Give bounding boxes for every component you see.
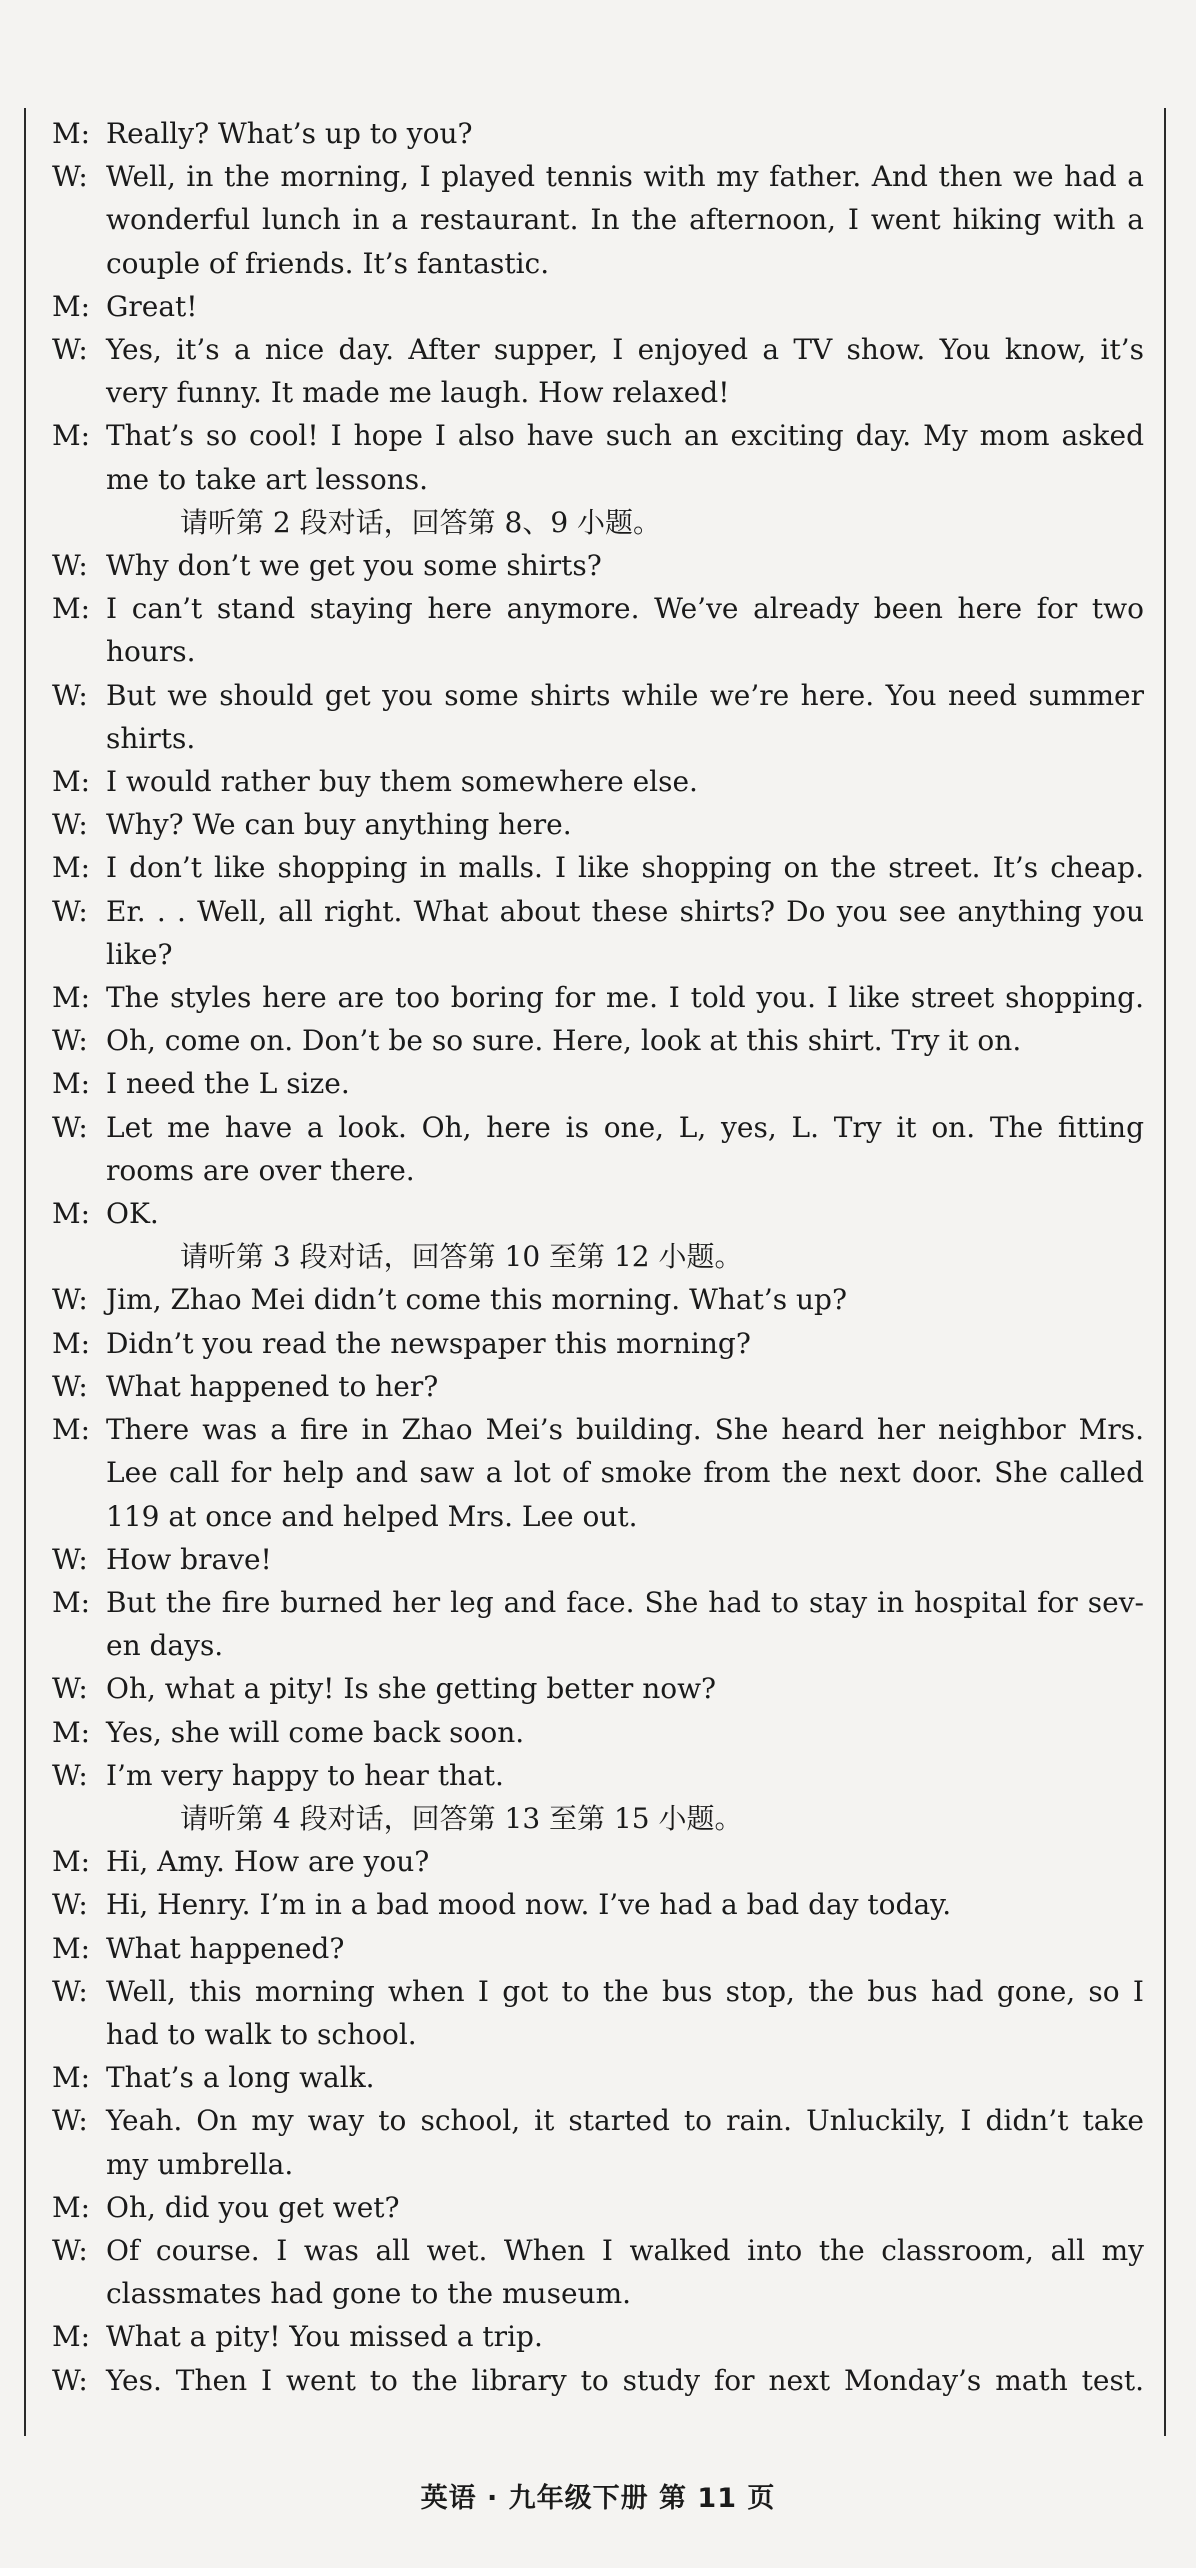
speaker-label: W: [52,2104,88,2138]
speaker-label: M: [52,851,91,885]
dialogue-text: Yes, it’s a nice day. After supper, I enjoyed a TV show. You know, it’s [106,333,1144,367]
dialogue-line [52,2272,1144,2315]
dialogue-text: The styles here are too boring for me. I told you. I like street shopping. [106,981,1144,1015]
dialogue-line [52,371,1144,414]
dialogue-line [52,1278,1144,1321]
dialogue-text: Great! [106,289,198,323]
dialogue-text: en days. [106,1629,224,1663]
speaker-label: W: [52,2363,88,2397]
dialogue-text: That’s a long walk. [106,2061,375,2095]
dialogue-line [52,285,1144,328]
speaker-label: W: [52,678,88,712]
dialogue-text: What happened? [106,1931,345,1965]
dialogue-text: Yeah. On my way to school, it started to rain. Unluckily, I didn’t take [106,2104,1144,2138]
dialogue-line [52,1624,1144,1667]
dialogue-text: How brave! [106,1542,272,1576]
section-text: 请听第 4 段对话，回答第 13 至第 15 小题。 [180,1801,743,1835]
dialogue-text: Well, this morning when I got to the bus stop, the bus had gone, so I [106,1974,1144,2008]
dialogue-line [52,1883,1144,1926]
dialogue-text: I can’t stand staying here anymore. We’ve already been here for two [106,592,1144,626]
dialogue-line [52,1667,1144,1710]
right-margin-rule [1164,108,1166,2436]
dialogue-line [52,890,1144,933]
dialogue-text: There was a fire in Zhao Mei’s building. She heard her neighbor Mrs. [106,1413,1144,1447]
dialogue-line [52,1019,1144,1062]
speaker-label: W: [52,2233,88,2267]
speaker-label: M: [52,1067,91,1101]
dialogue-line [52,1927,1144,1970]
speaker-label: M: [52,1326,91,1360]
dialogue-line [52,1754,1144,1797]
dialogue-line [52,760,1144,803]
dialogue-line [52,242,1144,285]
speaker-label: W: [52,894,88,928]
dialogue-text: I don’t like shopping in malls. I like shopping on the street. It’s cheap. [106,851,1144,885]
dialogue-text: Lee call for help and saw a lot of smoke from the next door. She called [106,1456,1144,1490]
dialogue-text: Oh, did you get wet? [106,2190,400,2224]
dialogue-text: rooms are over there. [106,1153,415,1187]
dialogue-text: hours. [106,635,196,669]
dialogue-text: very funny. It made me laugh. How relaxed! [106,376,730,410]
dialogue-line [52,1192,1144,1235]
speaker-label: W: [52,1974,88,2008]
speaker-label: M: [52,289,91,323]
dialogue-line [52,328,1144,371]
speaker-label: W: [52,1369,88,1403]
speaker-label: M: [52,1931,91,1965]
dialogue-text: 119 at once and helped Mrs. Lee out. [106,1499,638,1533]
speaker-label: M: [52,1413,91,1447]
dialogue-text: What a pity! You missed a trip. [106,2320,543,2354]
dialogue-line [52,630,1144,673]
speaker-label: M: [52,765,91,799]
dialogue-text: Of course. I was all wet. When I walked into the classroom, all my [106,2233,1144,2267]
dialogue-text: Hi, Amy. How are you? [106,1845,430,1879]
dialogue-line [52,1970,1144,2013]
dialogue-text: Didn’t you read the newspaper this morning? [106,1326,751,1360]
dialogue-text: like? [106,937,173,971]
dialogue-line [52,1322,1144,1365]
dialogue-line [52,2229,1144,2272]
speaker-label: M: [52,1845,91,1879]
dialogue-line [52,2056,1144,2099]
dialogue-line [52,1495,1144,1538]
left-margin-rule [24,108,26,2436]
dialogue-line [52,1581,1144,1624]
dialogue-line [52,544,1144,587]
dialogue-text: wonderful lunch in a restaurant. In the afternoon, I went hiking with a [106,203,1144,237]
dialogue-text: I would rather buy them somewhere else. [106,765,698,799]
speaker-label: W: [52,160,88,194]
section-text: 请听第 3 段对话，回答第 10 至第 12 小题。 [180,1240,743,1274]
dialogue-text: Really? What’s up to you? [106,117,473,150]
dialogue-line [52,1538,1144,1581]
section-instruction [52,501,1144,544]
dialogue-text: classmates had gone to the museum. [106,2277,632,2311]
dialogue-line [52,198,1144,241]
section-text: 请听第 2 段对话，回答第 8、9 小题。 [180,505,662,539]
speaker-label: W: [52,333,88,367]
dialogue-text: Let me have a look. Oh, here is one, L, yes, L. Try it on. The fitting [106,1110,1144,1144]
dialogue-transcript [52,112,1144,2402]
speaker-label: W: [52,1110,88,1144]
section-instruction [52,1797,1144,1840]
dialogue-text: my umbrella. [106,2147,294,2181]
dialogue-line [52,2143,1144,2186]
speaker-label: M: [52,2320,91,2354]
dialogue-line [52,674,1144,717]
speaker-label: M: [52,1715,91,1749]
dialogue-text: Oh, come on. Don’t be so sure. Here, look at this shirt. Try it on. [106,1024,1022,1058]
dialogue-text: But the fire burned her leg and face. She had to stay in hospital for sev- [106,1585,1144,1619]
dialogue-line [52,2013,1144,2056]
speaker-label: W: [52,1542,88,1576]
speaker-label: W: [52,549,88,583]
dialogue-text: Yes. Then I went to the library to study for next Monday’s math test. [106,2363,1144,2397]
page-footer: 英语 · 九年级下册 第 11 页 [420,2483,776,2514]
dialogue-text: Why? We can buy anything here. [106,808,572,842]
dialogue-line [52,112,1144,155]
dialogue-line [52,1840,1144,1883]
dialogue-text: Hi, Henry. I’m in a bad mood now. I’ve had a bad day today. [106,1888,952,1922]
dialogue-text: Jim, Zhao Mei didn’t come this morning. What’s up? [106,1283,847,1317]
dialogue-text: But we should get you some shirts while we’re here. You need summer [106,678,1144,712]
speaker-label: M: [52,419,91,453]
dialogue-line [52,1711,1144,1754]
dialogue-text: couple of friends. It’s fantastic. [106,246,550,280]
speaker-label: M: [52,2190,91,2224]
speaker-label: M: [52,117,91,150]
speaker-label: W: [52,1888,88,1922]
dialogue-line [52,2359,1144,2402]
dialogue-line [52,1149,1144,1192]
dialogue-line [52,846,1144,889]
dialogue-line [52,155,1144,198]
dialogue-line [52,1451,1144,1494]
dialogue-text: That’s so cool! I hope I also have such an exciting day. My mom asked [106,419,1144,453]
speaker-label: M: [52,1585,91,1619]
speaker-label: M: [52,981,91,1015]
speaker-label: W: [52,1024,88,1058]
dialogue-line [52,976,1144,1019]
dialogue-line [52,1408,1144,1451]
dialogue-text: I need the L size. [106,1067,350,1101]
speaker-label: W: [52,808,88,842]
dialogue-line [52,2315,1144,2358]
dialogue-text: What happened to her? [106,1369,439,1403]
dialogue-text: Well, in the morning, I played tennis with my father. And then we had a [106,160,1144,194]
dialogue-text: shirts. [106,721,196,755]
dialogue-text: had to walk to school. [106,2017,417,2051]
speaker-label: M: [52,2061,91,2095]
dialogue-text: Oh, what a pity! Is she getting better now? [106,1672,717,1706]
dialogue-line [52,803,1144,846]
dialogue-line [52,1365,1144,1408]
speaker-label: W: [52,1283,88,1317]
speaker-label: M: [52,1197,91,1231]
dialogue-text: I’m very happy to hear that. [106,1758,504,1792]
dialogue-text: me to take art lessons. [106,462,429,496]
dialogue-line [52,2099,1144,2142]
dialogue-text: OK. [106,1197,159,1231]
section-instruction [52,1235,1144,1278]
speaker-label: W: [52,1758,88,1792]
dialogue-text: Yes, she will come back soon. [106,1715,525,1749]
dialogue-line [52,717,1144,760]
dialogue-line [52,1062,1144,1105]
dialogue-line [52,2186,1144,2229]
speaker-label: M: [52,592,91,626]
dialogue-line [52,414,1144,457]
speaker-label: W: [52,1672,88,1706]
dialogue-line [52,1106,1144,1149]
dialogue-text: Er. . . Well, all right. What about these shirts? Do you see anything you [106,894,1144,928]
dialogue-line [52,933,1144,976]
dialogue-line [52,458,1144,501]
dialogue-text: Why don’t we get you some shirts? [106,549,602,583]
dialogue-line [52,587,1144,630]
